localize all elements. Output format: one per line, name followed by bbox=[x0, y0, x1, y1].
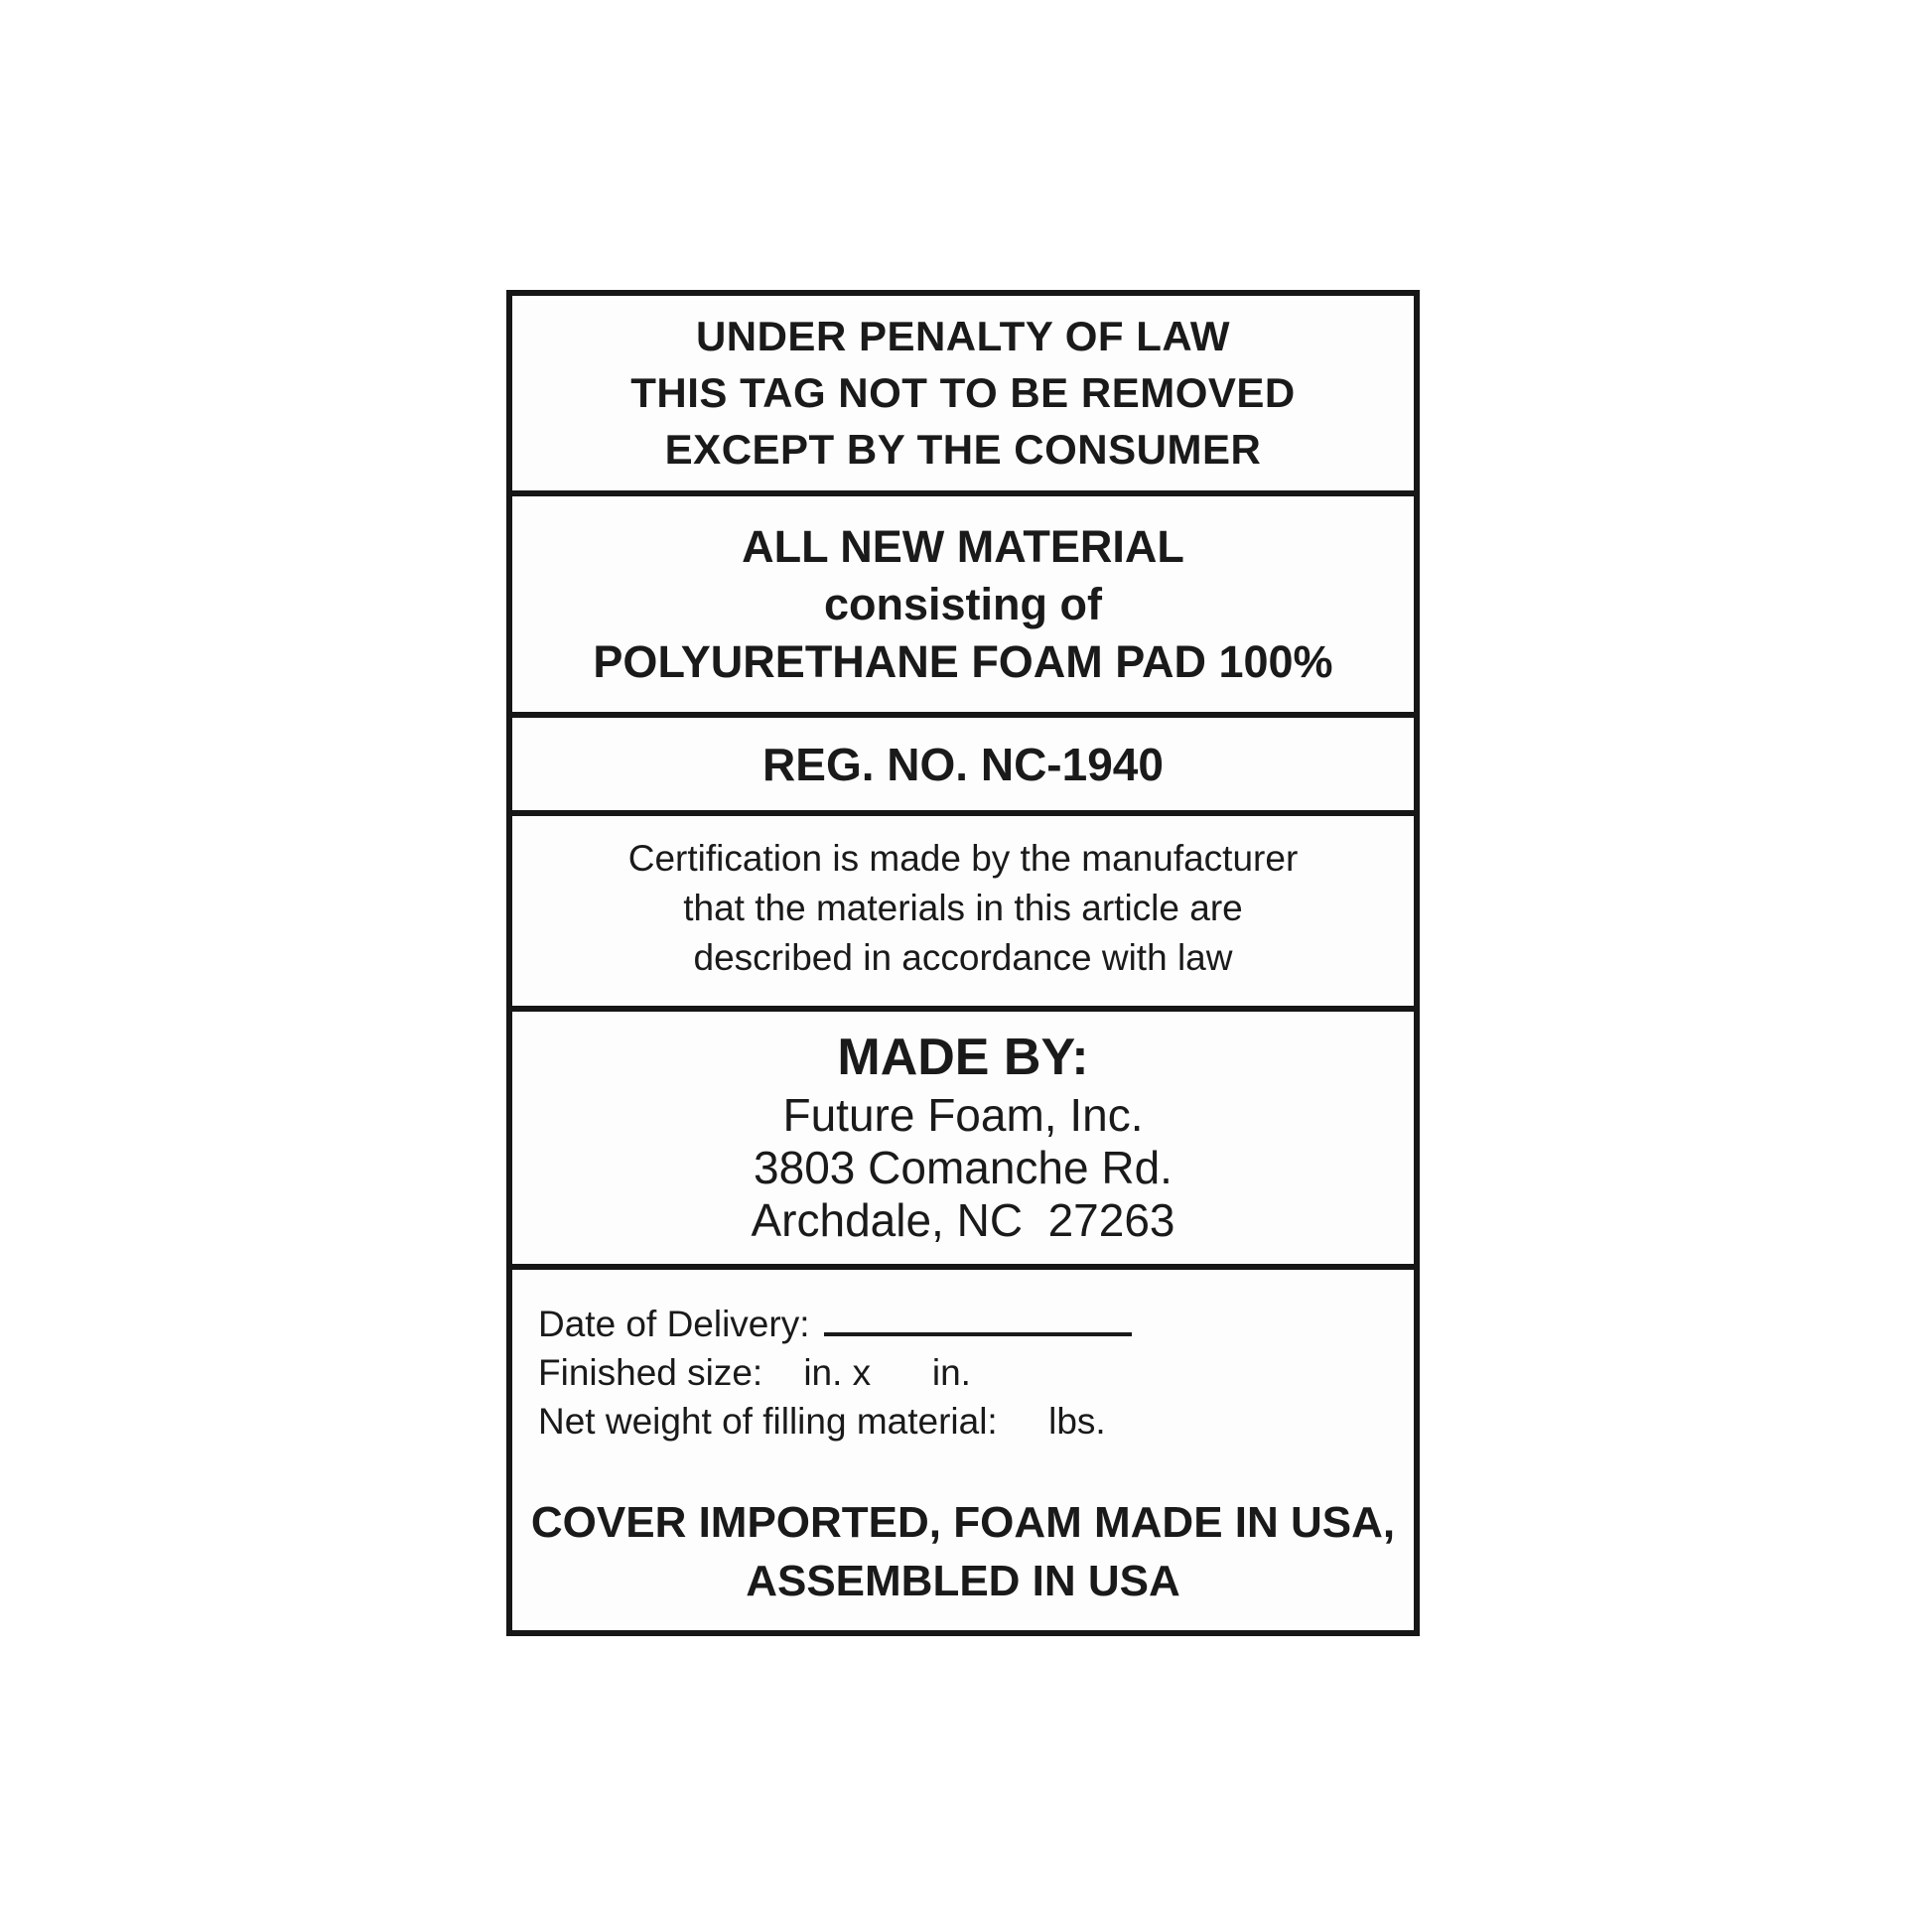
made-by-section bbox=[512, 1006, 1414, 1264]
law-tag-label bbox=[506, 290, 1420, 1636]
certification-section bbox=[512, 810, 1414, 1006]
material-line: ALL NEW MATERIAL bbox=[742, 521, 1184, 572]
manufacturer-street: 3803 Comanche Rd. bbox=[754, 1142, 1173, 1193]
manufacturer-city-state-zip: Archdale, NC 27263 bbox=[751, 1194, 1175, 1246]
origin-statement bbox=[512, 1493, 1414, 1610]
net-weight-row: Net weight of filling material: lbs. bbox=[538, 1401, 1106, 1442]
penalty-line: THIS TAG NOT TO BE REMOVED bbox=[630, 369, 1296, 416]
date-of-delivery-row bbox=[538, 1300, 1414, 1348]
origin-line: COVER IMPORTED, FOAM MADE IN USA, bbox=[530, 1498, 1396, 1547]
material-line: POLYURETHANE FOAM PAD 100% bbox=[593, 636, 1333, 687]
delivery-details-section bbox=[512, 1264, 1414, 1630]
registration-number-section bbox=[512, 712, 1414, 810]
fill-in-fields bbox=[512, 1300, 1414, 1446]
certification-line: Certification is made by the manufacturer bbox=[627, 838, 1299, 879]
registration-number: REG. NO. NC-1940 bbox=[762, 738, 1164, 790]
penalty-line: EXCEPT BY THE CONSUMER bbox=[664, 426, 1262, 473]
made-by-heading: MADE BY: bbox=[837, 1029, 1089, 1086]
penalty-warning-section bbox=[512, 296, 1414, 490]
manufacturer-name: Future Foam, Inc. bbox=[782, 1089, 1144, 1141]
date-of-delivery-blank-line bbox=[824, 1303, 1132, 1336]
certification-line: that the materials in this article are bbox=[683, 888, 1243, 928]
penalty-line: UNDER PENALTY OF LAW bbox=[695, 313, 1231, 359]
finished-size-row: Finished size: in. x in. bbox=[538, 1352, 971, 1393]
material-declaration-section bbox=[512, 490, 1414, 712]
origin-line: ASSEMBLED IN USA bbox=[746, 1557, 1180, 1605]
date-of-delivery-label: Date of Delivery: bbox=[538, 1304, 810, 1344]
certification-line: described in accordance with law bbox=[693, 937, 1233, 978]
material-line: consisting of bbox=[824, 579, 1102, 629]
